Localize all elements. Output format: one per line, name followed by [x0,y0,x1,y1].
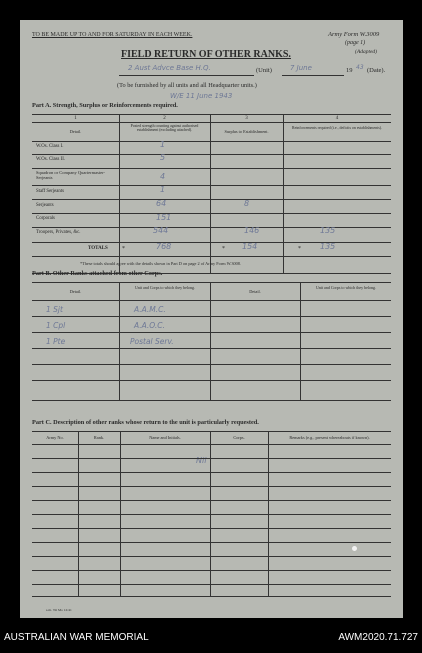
row-posted: 1 [160,140,166,149]
row-rule [32,227,391,228]
part-c-bottom-rule [32,596,391,597]
row-rule [32,458,391,459]
unit-label: (Unit) [256,67,272,74]
part-b-bottom-rule [32,400,391,401]
row-posted: 544 [153,226,169,235]
row-surplus: 8 [244,199,250,208]
attached-unit: A.A.O.C. [134,321,165,330]
date-value: 7 June [290,64,312,72]
date-line [282,75,344,76]
detail-header: Detail. [69,129,82,134]
row-rule [32,570,391,571]
row-rule [32,242,391,243]
row-rule [32,584,391,585]
totals-label: TOTALS [88,246,108,251]
remarks-header: Remarks (e.g., present whereabouts if known). [289,435,370,440]
part-b-unit-header: Unit and Corps to which they belong. [315,285,377,290]
row-detail: Serjeants [36,203,54,208]
totals-reinforcements: 135 [320,242,336,251]
part-b-header-rule [32,300,391,301]
part-b-title: Part B. Other Ranks attached from other Corps. [32,270,163,277]
page-number: (page 1) [345,40,366,46]
archive-footer [0,620,422,653]
row-rule [32,556,391,557]
handwritten-annotation: W/E 11 June 1943 [170,92,233,100]
adapted-label: (Adapted) [355,49,377,55]
col-number: 3 [245,116,248,121]
part-a-footnote: *These totals should agree with the details shown in Part D on page 2 of Army Form W.3008. [80,261,241,266]
totals-surplus: 154 [242,242,258,251]
part-b-top-rule [32,282,391,283]
reinforcements-header: Reinforcements required (i.e., deficits on establishments). [292,126,382,130]
row-rule [32,486,391,487]
part-a-number-rule [32,122,391,123]
attached-unit: A.A.M.C. [134,305,166,314]
rank-header: Rank. [93,435,105,440]
row-detail: W.Os. Class I. [36,144,64,149]
part-c-header-rule [32,444,391,445]
form-number: Army Form W.3009 [328,31,380,38]
part-b-col-divider [300,282,301,400]
name-header: Name and Initials. [149,435,181,440]
posted-header: Posted strength counting against authorised establishment (excluding attached). [130,124,199,133]
totals-asterisk: * [222,246,225,252]
part-a-col-divider [210,114,211,274]
row-rule [32,168,391,169]
row-rule [32,348,391,349]
year-value: 43 [356,64,364,71]
col-number: 1 [74,116,77,121]
date-label: (Date). [367,67,386,74]
row-rule [32,199,391,200]
punch-hole [352,546,357,551]
row-rule [32,380,391,381]
part-c-top-rule [32,431,391,432]
row-rule [32,514,391,515]
row-rule [32,364,391,365]
archive-id: AWM2020.71.727 [338,632,418,643]
row-rule [32,332,391,333]
row-posted: 5 [160,153,166,162]
page-title: FIELD RETURN OF OTHER RANKS. [121,49,291,60]
corps-header: Corps. [233,435,245,440]
surplus-header: Surplus to Establishment. [224,129,269,134]
unit-line [119,75,254,76]
row-rule [32,256,391,257]
part-c-entry: Nil [196,456,207,465]
form-sheet [20,20,403,618]
row-detail: W.Os. Class II. [36,157,66,162]
row-rule [32,542,391,543]
row-surplus: 146 [244,226,260,235]
row-detail: Corporals [36,216,55,221]
row-posted: 4 [160,172,166,181]
row-detail: Staff Serjeants [36,189,65,194]
army-no-header: Army No. [46,435,64,440]
part-b-detail-header: Detail. [69,289,82,294]
part-a-header-rule [32,141,391,142]
printer-mark: s.m. 7m Mo 12/41 [46,608,72,612]
row-detail: Squadron or Company Quartermaster-Serjeants [36,170,106,181]
col-number: 2 [163,116,166,121]
row-rule [32,528,391,529]
row-rule [32,185,391,186]
row-reinforcements: 135 [320,226,336,235]
part-a-col-divider [119,114,120,274]
totals-posted: 768 [156,242,172,251]
row-detail: Troopers, Privates, &c. [36,230,81,235]
part-b-detail-header: Detail. [249,289,261,294]
unit-value: 2 Aust Advce Base H.Q. [128,64,211,72]
part-a-top-rule [32,114,391,115]
attached-detail: 1 Cpl [46,321,66,330]
row-rule [32,500,391,501]
furnished-note: (To be furnished by all units and all Headquarter units.) [117,82,257,89]
part-b-unit-header: Unit and Corps to which they belong. [134,285,196,290]
archive-name: AUSTRALIAN WAR MEMORIAL [4,632,149,643]
row-rule [32,213,391,214]
part-b-col-divider [119,282,120,400]
attached-unit: Postal Serv. [130,337,174,346]
attached-detail: 1 Pte [46,337,66,346]
row-posted: 151 [156,213,172,222]
row-posted: 64 [156,199,167,208]
col-number: 4 [335,116,339,121]
instruction-text: TO BE MADE UP TO AND FOR SATURDAY IN EACH WEEK. [32,32,193,38]
part-a-col-divider [283,114,284,274]
attached-detail: 1 Sjt [46,305,63,314]
totals-asterisk: * [122,246,125,252]
totals-asterisk: * [298,246,301,252]
row-rule [32,316,391,317]
row-posted: 1 [160,185,166,194]
row-rule [32,154,391,155]
part-b-col-divider [210,282,211,400]
part-c-title: Part C. Description of other ranks whose return to the unit is particularly requested. [32,419,259,426]
row-rule [32,472,391,473]
year-prefix: 19 [346,67,353,74]
part-a-title: Part A. Strength, Surplus or Reinforcements required. [32,102,178,109]
